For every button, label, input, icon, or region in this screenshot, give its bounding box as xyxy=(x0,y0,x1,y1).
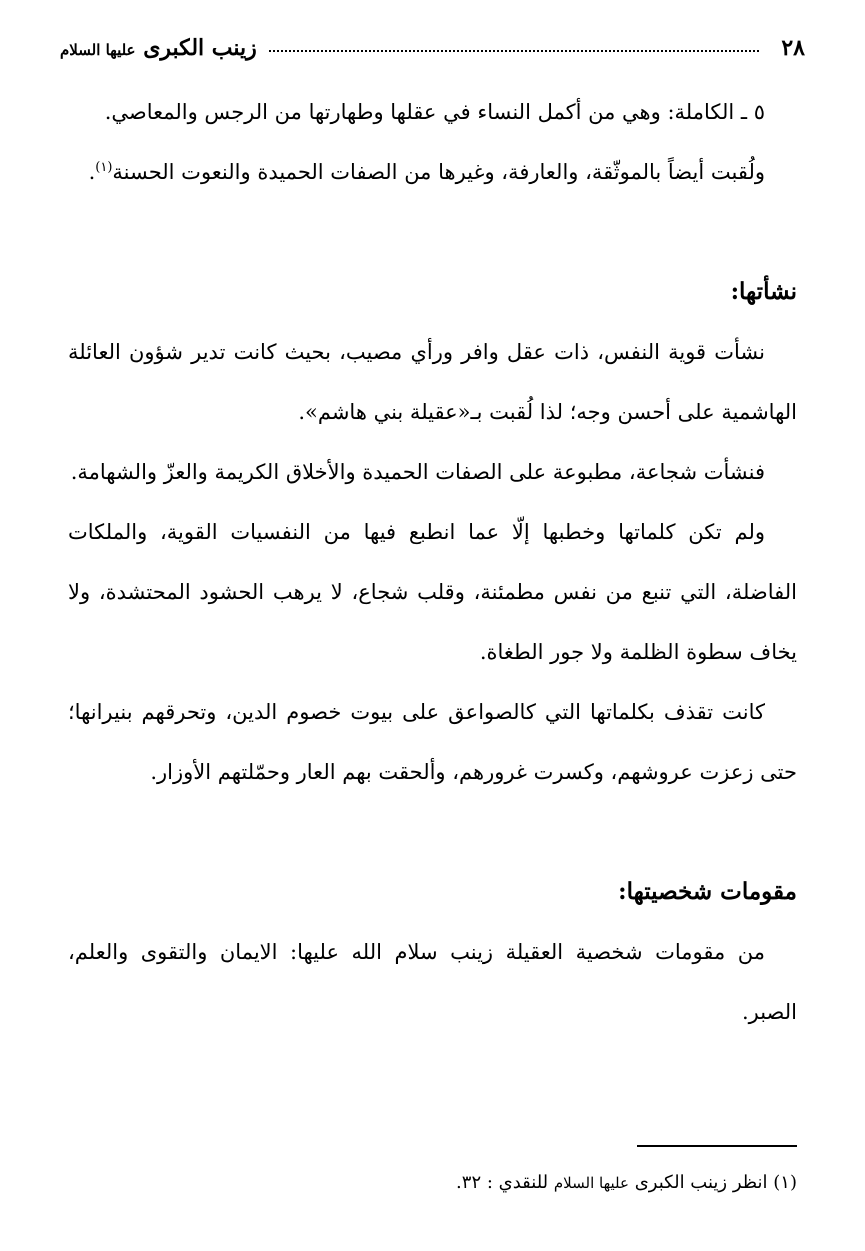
paragraph-kamila: ٥ ـ الكاملة: وهي من أكمل النساء في عقلها وطهارتها من الرجس والمعاصي. xyxy=(104,100,765,124)
footnote-marker: (١) xyxy=(773,1172,797,1193)
footnote-seal: عليها السلام xyxy=(553,1174,629,1192)
leader-dots xyxy=(269,50,760,52)
paragraph-words: كانت تقذف بكلماتها التي كالصواعق على بيوت خصوم الدين، وتحرقهم بنيرانها؛ حتى زعزت عروشهم، وكسرت غرورهم، وألحقت بهم العار وحمّلتهم الأوزار. xyxy=(68,700,797,784)
footnote-text-before: انظر زينب الكبرى xyxy=(634,1172,768,1193)
paragraph-titles-text: ولُقبت أيضاً بالموثّقة، والعارفة، وغيرها من الصفات الحميدة والنعوت الحسنة xyxy=(112,160,765,184)
footnote xyxy=(68,1172,797,1193)
paragraph-speeches: ولم تكن كلماتها وخطبها إلّا عما انطبع فيها من النفسيات القوية، والملكات الفاضلة، التي تنبع من نفس مطمئنة، وقلب شجاع، لا يرهب الحشود المحتشدة، ولا يخاف سطوة الظلمة ولا جور الطغاة. xyxy=(68,520,797,664)
section-heading-upbringing: نشأتها: xyxy=(730,278,797,305)
running-title-text: زينب الكبرى xyxy=(143,35,257,61)
footnote-ref[interactable]: (١) xyxy=(95,160,113,175)
paragraph-personality: من مقومات شخصية العقيلة زينب سلام الله عليها: الايمان والتقوى والعلم، الصبر. xyxy=(68,940,797,1024)
footnote-text-after: للنقدي : ٣٢. xyxy=(456,1172,549,1193)
paragraph-upbringing: نشأت قوية النفس، ذات عقل وافر ورأي مصيب، بحيث كانت تدير شؤون العائلة الهاشمية على أحسن وجه؛ لذا لُقبت بـ«عقيلة بني هاشم». xyxy=(68,340,797,424)
section-gap xyxy=(68,802,797,862)
page-number: ٢٨ xyxy=(781,35,805,61)
honorific-seal: عليها السلام xyxy=(60,41,136,59)
section-heading-personality: مقومات شخصيتها: xyxy=(618,878,797,905)
paragraph-courage: فنشأت شجاعة، مطبوعة على الصفات الحميدة والأخلاق الكريمة والعزّ والشهامة. xyxy=(70,460,765,484)
footnote-separator xyxy=(637,1145,797,1147)
section-gap xyxy=(68,202,797,262)
running-title xyxy=(60,35,257,61)
paragraph-titles-end: . xyxy=(88,160,96,184)
page-body xyxy=(68,82,797,1042)
page-header xyxy=(60,28,805,68)
paragraph-titles xyxy=(68,142,797,202)
